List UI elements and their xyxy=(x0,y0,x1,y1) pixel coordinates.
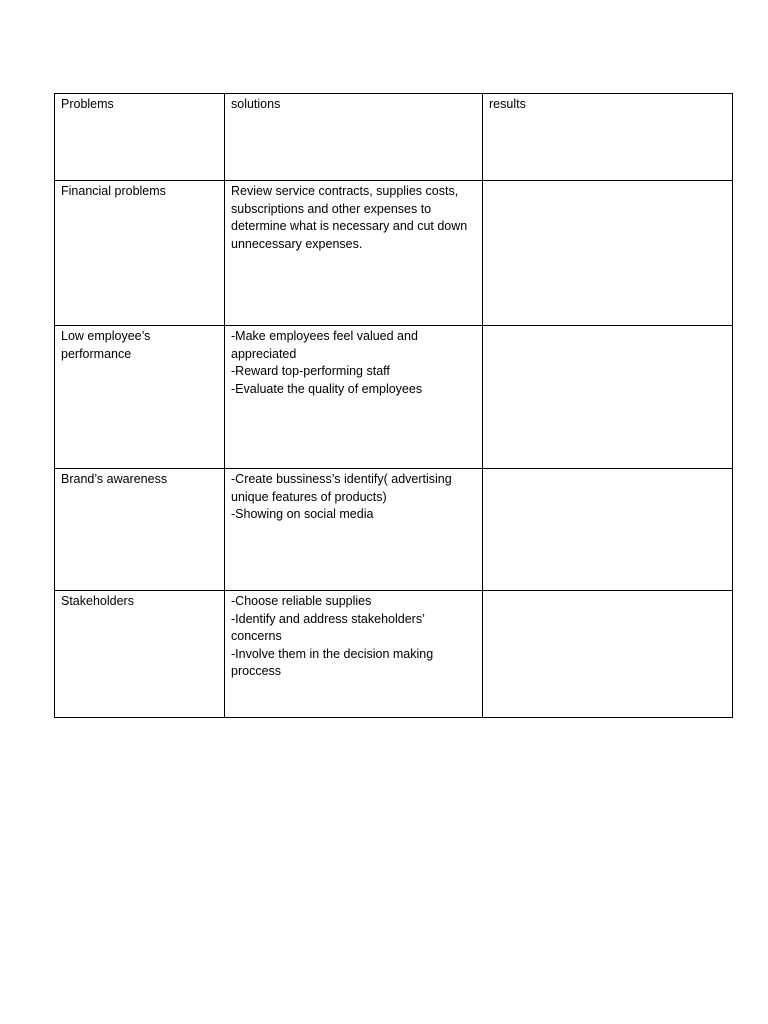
problem-cell: Low employee’s performance xyxy=(55,326,225,469)
solution-cell: -Create bussiness’s identify( advertising unique features of products) -Showing on social media xyxy=(225,469,483,591)
solution-cell: Review service contracts, supplies costs, subscriptions and other expenses to determine what is necessary and cut down unnecessary expenses. xyxy=(225,181,483,326)
table-header-row xyxy=(55,94,733,181)
result-cell xyxy=(483,326,733,469)
result-cell xyxy=(483,591,733,718)
header-cell-problems: Problems xyxy=(55,94,225,181)
problem-cell: Financial problems xyxy=(55,181,225,326)
header-cell-results: results xyxy=(483,94,733,181)
solution-cell: -Make employees feel valued and appreciated -Reward top-performing staff -Evaluate the quality of employees xyxy=(225,326,483,469)
solution-cell: -Choose reliable supplies -Identify and address stakeholders’ concerns -Involve them in the decision making proccess xyxy=(225,591,483,718)
table-row xyxy=(55,591,733,718)
table-row xyxy=(55,181,733,326)
problem-cell: Stakeholders xyxy=(55,591,225,718)
problem-cell: Brand’s awareness xyxy=(55,469,225,591)
header-cell-solutions: solutions xyxy=(225,94,483,181)
result-cell xyxy=(483,181,733,326)
problems-solutions-table xyxy=(54,93,733,718)
table-row xyxy=(55,469,733,591)
result-cell xyxy=(483,469,733,591)
table-row xyxy=(55,326,733,469)
